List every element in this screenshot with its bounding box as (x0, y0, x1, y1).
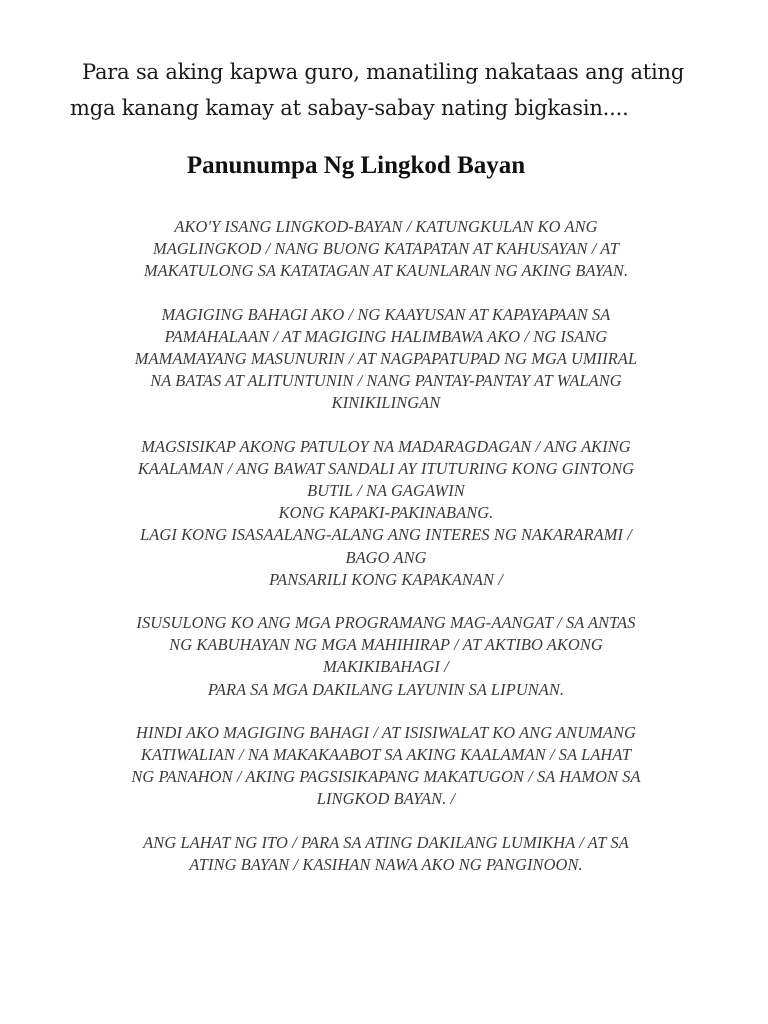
oath-body (80, 216, 692, 897)
oath-line: HINDI AKO MAGIGING BAHAGI / AT ISISIWALAT KO ANG ANUMANG (136, 722, 636, 742)
oath-line: BAGO ANG (345, 547, 427, 567)
oath-line: LAGI KONG ISASAALANG-ALANG ANG INTERES NG NAKARARAMI / (140, 525, 632, 545)
document-title: Panunumpa Ng Lingkod Bayan (186, 152, 526, 179)
oath-paragraph-2 (80, 304, 692, 415)
intro-line: mga kanang kamay at sabay-sabay nating bigkasin.... (70, 96, 629, 120)
oath-line: KINIKILINGAN (331, 393, 441, 413)
oath-line: KAALAMAN / ANG BAWAT SANDALI AY ITUTURING KONG GINTONG (137, 458, 635, 478)
oath-line: ATING BAYAN / KASIHAN NAWA AKO NG PANGINOON. (189, 854, 583, 874)
intro-line: Para sa aking kapwa guro, manatiling nakataas ang ating (82, 60, 685, 84)
oath-paragraph-6 (80, 832, 692, 876)
oath-line: MAKIKIBAHAGI / (323, 657, 449, 677)
oath-line: MAGSISIKAP AKONG PATULOY NA MADARAGDAGAN / ANG AKING (141, 436, 631, 456)
oath-paragraph-3 (80, 436, 692, 591)
oath-line: LINGKOD BAYAN. / (316, 789, 456, 809)
oath-line: KONG KAPAKI-PAKINABANG. (278, 503, 494, 523)
oath-line: BUTIL / NA GAGAWIN (307, 481, 465, 501)
oath-line: ANG LAHAT NG ITO / PARA SA ATING DAKILANG LUMIKHA / AT SA (143, 832, 629, 852)
oath-line: ISUSULONG KO ANG MGA PROGRAMANG MAG-AANGAT / SA ANTAS (136, 613, 636, 633)
oath-line: MAMAMAYANG MASUNURIN / AT NAGPAPATUPAD NG MGA UMIIRAL (134, 349, 638, 369)
oath-line: AKO'Y ISANG LINGKOD-BAYAN / KATUNGKULAN KO ANG (174, 217, 598, 236)
intro-text (70, 54, 750, 126)
oath-line: PARA SA MGA DAKILANG LAYUNIN SA LIPUNAN. (207, 679, 565, 699)
oath-line: MAGIGING BAHAGI AKO / NG KAAYUSAN AT KAPAYAPAAN SA (161, 304, 611, 324)
oath-line: PANSARILI KONG KAPAKANAN / (269, 569, 503, 589)
oath-line: NG PANAHON / AKING PAGSISIKAPANG MAKATUGON / SA HAMON SA (131, 767, 641, 787)
oath-line: NA BATAS AT ALITUNTUNIN / NANG PANTAY-PANTAY AT WALANG (150, 371, 622, 391)
oath-line: KATIWALIAN / NA MAKAKAABOT SA AKING KAALAMAN / SA LAHAT (140, 745, 632, 765)
oath-paragraph-1 (80, 216, 692, 283)
oath-paragraph-5 (80, 722, 692, 811)
oath-line: PAMAHALAAN / AT MAGIGING HALIMBAWA AKO / NG ISANG (164, 326, 608, 346)
oath-line: NG KABUHAYAN NG MGA MAHIHIRAP / AT AKTIBO AKONG (169, 635, 603, 655)
oath-paragraph-4 (80, 612, 692, 701)
oath-line: MAGLINGKOD / NANG BUONG KATAPATAN AT KAHUSAYAN / AT (153, 239, 619, 259)
oath-line: MAKATULONG SA KATATAGAN AT KAUNLARAN NG AKING BAYAN. (143, 261, 629, 281)
